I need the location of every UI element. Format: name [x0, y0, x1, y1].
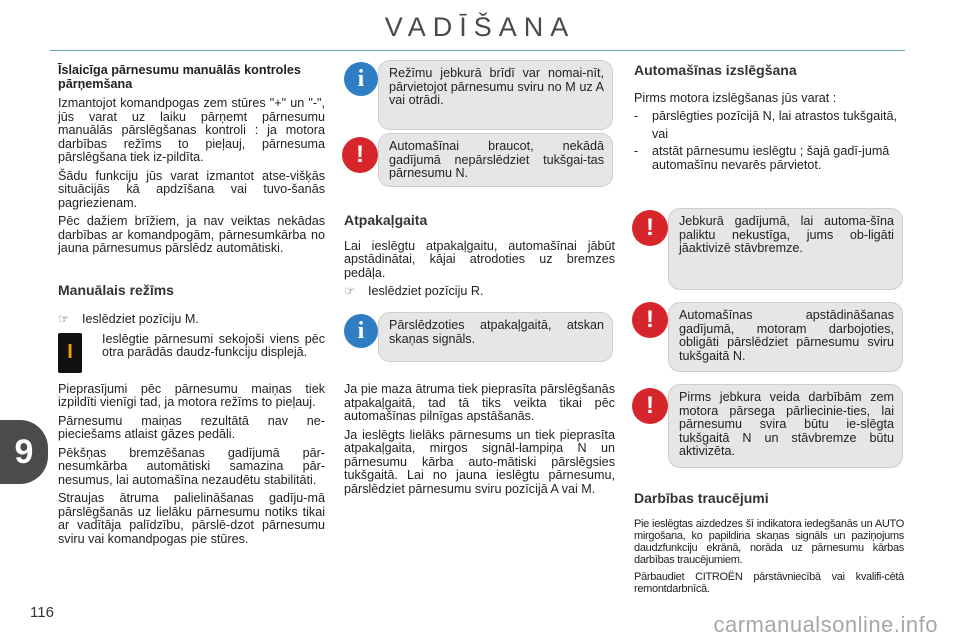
header-rule [50, 50, 905, 51]
chapter-tab: 9 [0, 420, 48, 484]
dash-item [634, 145, 904, 172]
page-title: VADĪŠANA [384, 12, 576, 42]
footer-watermark: carmanualsonline.info [713, 612, 938, 637]
paragraph: Pirms motora izslēgšanas jūs varat : [634, 90, 837, 105]
section-title-manual-mode: Manuālais režīms [58, 281, 174, 298]
column-middle-lower [344, 383, 615, 501]
column-right-lower [634, 492, 904, 600]
info-box-reverse-signal: Pārslēdzoties atpakaļgaitā, atskan skaņas signāls. [378, 312, 613, 362]
dash-marker: - [634, 144, 639, 158]
column-right [634, 64, 904, 176]
warning-icon: ! [342, 137, 378, 173]
paragraph: Ja ieslēgts lielāks pārnesums un tiek pieprasīta atpakaļgaita, mirgos signāl-lampiņa N un pārnesumu kārba auto-mātiski pārslēgsies tukšgaitā. Lai no jauna ieslēgtu pārnesumu, pārslēdziet pārnesumu sviru pozīcijā A vai M. [344, 427, 615, 496]
section-title-malfunction: Darbības traucējumi [634, 490, 769, 506]
arrow-bullet-icon: ☞ [58, 312, 70, 326]
paragraph: Pēkšņas bremzēšanas gadījumā pār-nesumkārba automātiski samazina pār-nesumus, lai automašīna nezaudētu stabilitāti. [58, 445, 325, 487]
warning-icon: ! [632, 302, 668, 338]
paragraph: Ja pie maza ātruma tiek pieprasīta pārslēgšanās atpakaļgaitā, tad tā tiks veikta tikai pēc automašīnas pilnīgas apstāšanās. [344, 382, 615, 423]
warning-icon: ! [632, 210, 668, 246]
warning-box-bonnet: Pirms jebkura veida darbībām zem motora pārsega pārliecinie-ties, lai pārnesumu svira būtu ie-slēgta tukšgaitā N un stāvbremze būtu aktivizēta. [668, 384, 903, 468]
warning-icon: ! [632, 388, 668, 424]
warning-box-parking-brake: Jebkurā gadījumā, lai automa-šīna paliktu nekustīga, jums ob-ligāti jāaktivizē stāvbremze. [668, 208, 903, 290]
display-text: Ieslēgtie pārnesumi sekojoši viens pēc otra parādās daudz-funkciju displejā. [102, 331, 325, 359]
dash-text: atstāt pārnesumu ieslēgtu ; šajā gadī-jumā automašīnu nevarēs pārvietot. [652, 144, 890, 172]
paragraph: Pēc dažiem brīžiem, ja nav veiktas nekādas darbības ar komandpogām, pārnesumkārba no jauna pārnesumus pārslēdz automātiski. [58, 214, 325, 255]
info-icon: i [344, 62, 378, 96]
bullet-text: Ieslēdziet pozīciju R. [368, 284, 484, 298]
paragraph: Pie ieslēgtas aizdedzes šī indikatora iedegšanās un AUTO mirgošana, ko papildina skaņas signāls un paziņojums daudzfunkciju ekrānā, norāda uz pārnesumu kārbas darbības traucējumiem. [634, 517, 904, 566]
arrow-bullet-icon: ☞ [344, 284, 356, 298]
page-number: 116 [30, 604, 54, 621]
dash-marker: - [634, 109, 639, 123]
gear-display-icon: I [58, 333, 82, 373]
paragraph: Šādu funkciju jūs varat izmantot atse-višķās situācijās kā apdzīšana vai tuvo-šanās pagriezienam. [58, 168, 325, 210]
paragraph: Pieprasījumi pēc pārnesumu maiņas tiek izpildīti vienīgi tad, ja motora režīms to pieļauj. [58, 381, 325, 409]
display-row [58, 333, 325, 373]
paragraph: Lai ieslēgtu atpakaļgaitu, automašīnai jābūt apstādinātai, kājai atrodoties uz bremzes pedāļa. [344, 238, 615, 280]
dash-item [634, 110, 904, 124]
bullet-text: Ieslēdziet pozīciju M. [82, 312, 199, 326]
paragraph: Izmantojot komandpogas zem stūres "+" un "-", jūs varat uz laiku pārņemt pārnesumu manuālās pārslēgšanas kontroli : ja motora darbības režīms to pieļauj, pārnesuma pārslēgšana tiek iz-pildīta. [58, 96, 325, 164]
section-title-stopping: Automašīnas izslēgšana [634, 62, 797, 78]
info-box-mode-change: Režīmu jebkurā brīdī var nomai-nīt, pārvietojot pārnesumu sviru no M uz A vai otrādi. [378, 60, 613, 130]
section-title-reverse: Atpakaļgaita [344, 212, 428, 228]
paragraph: Straujas ātruma palielināšanas gadīju-mā pārslēgšanās uz lielāku pārnesumu notiks tikai ar vadītāja palīdzību, pārslē-dzot pārnesumu sviru vai komandpogas pie stūres. [58, 491, 325, 546]
section-title-temporary-manual: Īslaicīga pārnesumu manuālās kontroles pārņemšana [58, 63, 301, 91]
column-left [58, 64, 325, 551]
bullet-item [58, 313, 325, 327]
column-middle [344, 214, 615, 305]
warning-box-neutral-stop: Automašīnas apstādināšanas gadījumā, motoram darbojoties, obligāti pārslēdziet pārnesumu sviru tukšgaitā N. [668, 302, 903, 372]
info-icon: i [344, 314, 378, 348]
paragraph: Pārbaudiet CITROËN pārstāvniecībā vai kvalifi-cētā remontdarbnīcā. [634, 570, 904, 595]
paragraph: Pārnesumu maiņas rezultātā nav ne-pieciešams atlaist gāzes pedāli. [58, 413, 325, 441]
dash-text: pārslēgties pozīcijā N, lai atrastos tukšgaitā, [652, 109, 897, 123]
or-text: vai [652, 126, 669, 141]
bullet-item [344, 285, 615, 299]
warning-box-neutral: Automašīnai braucot, nekādā gadījumā nepārslēdziet tukšgai-tas pārnesumu N. [378, 133, 613, 187]
